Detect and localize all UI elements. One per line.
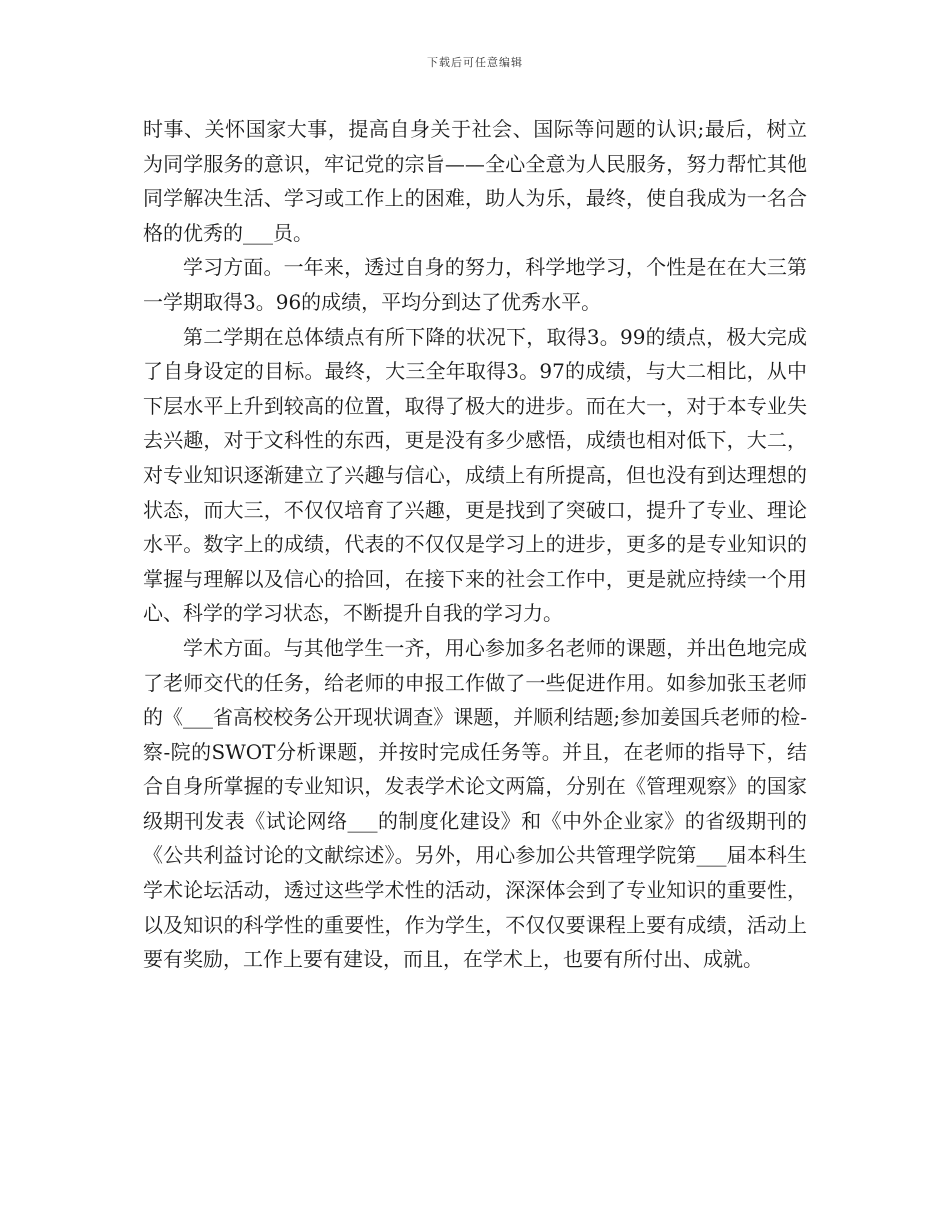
paragraph-academic: 学术方面。与其他学生一齐，用心参加多名老师的课题，并出色地完成了老师交代的任务，给老师的申报工作做了一些促进作用。如参加张玉老师的《___省高校校务公开现状调查》课题，并顺利结题;参加姜国兵老师的检-察-院的SWOT分析课题，并按时完成任务等。并且，在老师的指导下，结合自身所掌握的专业知识，发表学术论文两篇，分别在《管理观察》的国家级期刊发表《试论网络___的制度化建设》和《中外企业家》的省级期刊的《公共利益讨论的文献综述》。另外，用心参加公共管理学院第___届本科生学术论坛活动，透过这些学术性的活动，深深体会到了专业知识的重要性，以及知识的科学性的重要性，作为学生，不仅仅要课程上要有成绩，活动上要有奖励，工作上要有建设，而且，在学术上，也要有所付出、成就。: [143, 635, 807, 972]
page-header: 下载后可任意编辑: [427, 56, 523, 69]
paragraph-continuation: 时事、关怀国家大事，提高自身关于社会、国际等问题的认识;最后，树立为同学服务的意识，牢记党的宗旨——全心全意为人民服务，努力帮忙其他同学解决生活、学习或工作上的困难，助人为乐，最终，使自我成为一名合格的优秀的___员。: [143, 117, 807, 245]
paragraph-second-semester: 第二学期在总体绩点有所下降的状况下，取得3。99的绩点，极大完成了自身设定的目标。最终，大三全年取得3。97的成绩，与大二相比，从中下层水平上升到较高的位置，取得了极大的进步。而在大一，对于本专业失去兴趣，对于文科性的东西，更是没有多少感悟，成绩也相对低下，大二，对专业知识逐渐建立了兴趣与信心，成绩上有所提高，但也没有到达理想的状态，而大三，不仅仅培育了兴趣，更是找到了突破口，提升了专业、理论水平。数字上的成绩，代表的不仅仅是学习上的进步，更多的是专业知识的掌握与理解以及信心的拾回，在接下来的社会工作中，更是就应持续一个用心、科学的学习状态，不断提升自我的学习力。: [143, 324, 807, 626]
document-body: [143, 112, 807, 977]
paragraph-study: 学习方面。一年来，透过自身的努力，科学地学习，个性是在在大三第一学期取得3。96的成绩，平均分到达了优秀水平。: [143, 255, 807, 314]
